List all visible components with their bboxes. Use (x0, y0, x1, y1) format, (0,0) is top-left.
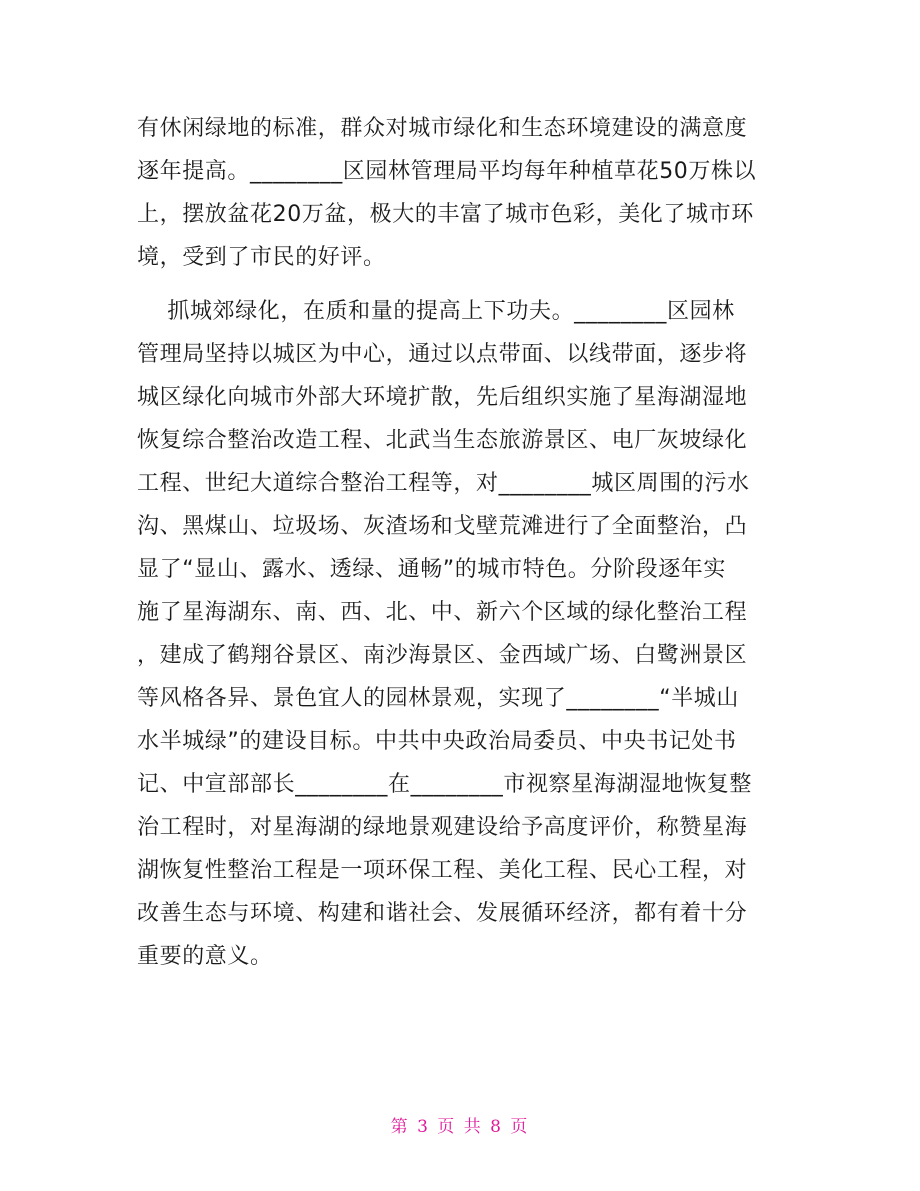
text-line: 治工程时，对星海湖的绿地景观建设给予高度评价，称赞星海 (137, 815, 748, 840)
text-line: 等风格各异、景色宜人的园林景观，实现了________“半城山 (137, 686, 739, 711)
text-line: 上，摆放盆花20万盆，极大的丰富了城市色彩，美化了城市环 (137, 202, 754, 227)
text-line: ，建成了鹤翔谷景区、南沙海景区、金西域广场、白鹭洲景区 (137, 643, 748, 668)
text-line: 境，受到了市民的好评。 (137, 245, 386, 270)
text-line: 城区绿化向城市外部大环境扩散，先后组织实施了星海湖湿地 (137, 385, 748, 410)
text-line: 湖恢复性整治工程是一项环保工程、美化工程、民心工程，对 (137, 858, 748, 883)
paragraph-2 (137, 290, 787, 978)
text-line: 沟、黑煤山、垃圾场、灰渣场和戈壁荒滩进行了全面整治，凸 (137, 514, 748, 539)
paragraph-spacer (137, 279, 787, 290)
text-line: 重要的意义。 (137, 944, 273, 969)
text-line: 施了星海湖东、南、西、北、中、新六个区域的绿化整治工程 (137, 600, 748, 625)
text-line: 水半城绿”的建设目标。中共中央政治局委员、中央书记处书 (137, 729, 737, 754)
text-line: 改善生态与环境、构建和谐社会、发展循环经济，都有着十分 (137, 901, 748, 926)
text-line: 抓城郊绿化，在质和量的提高上下功夫。________区园林 (137, 299, 735, 324)
text-line: 恢复综合整治改造工程、北武当生态旅游景区、电厂灰坡绿化 (137, 428, 748, 453)
document-body (137, 107, 787, 978)
text-line: 管理局坚持以城区为中心，通过以点带面、以线带面，逐步将 (137, 342, 748, 367)
text-line: 工程、世纪大道综合整治工程等，对________城区周围的污水 (137, 471, 750, 496)
text-line: 记、中宣部部长________在________市视察星海湖湿地恢复整 (137, 772, 753, 797)
text-line: 显了“显山、露水、透绿、通畅”的城市特色。分阶段逐年实 (137, 557, 726, 582)
page-number-footer: 第 3 页 共 8 页 (390, 1117, 530, 1137)
text-line: 有休闲绿地的标准，群众对城市绿化和生态环境建设的满意度 (137, 116, 748, 141)
text-line: 逐年提高。________区园林管理局平均每年种植草花50万株以 (137, 159, 757, 184)
paragraph-1 (137, 107, 787, 279)
